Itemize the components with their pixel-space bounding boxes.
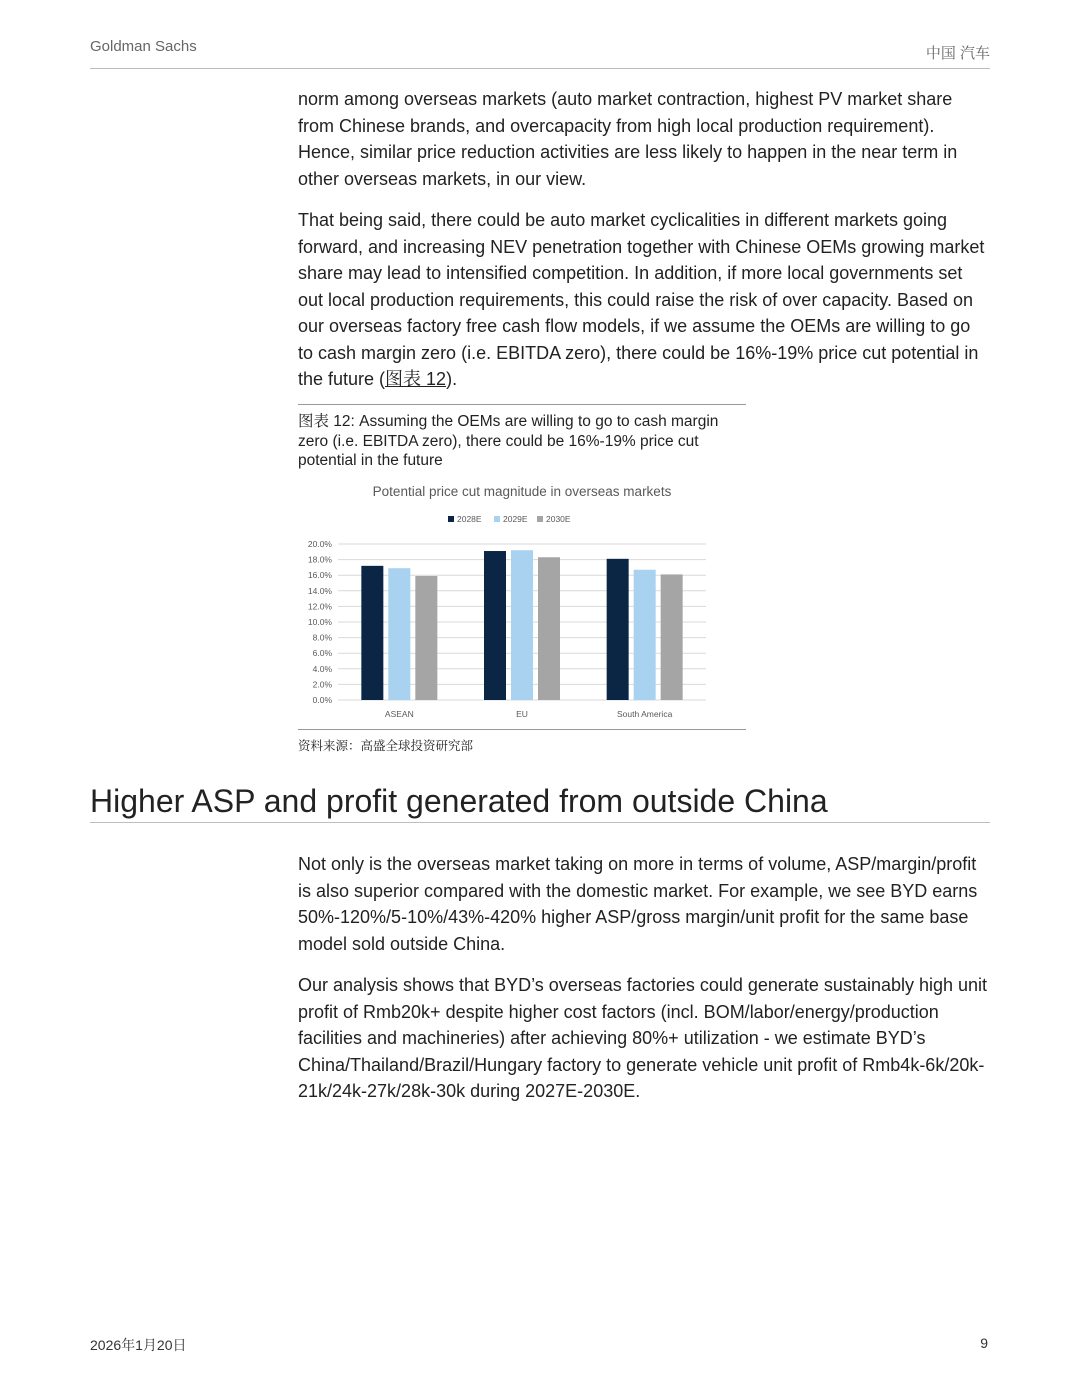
- chart-bars: [361, 550, 682, 700]
- paragraph: Not only is the overseas market taking on more in terms of volume, ASP/margin/profit is also superior compared with the domestic market. For example, we see BYD earns 50%-120%/5-10%/43%-420% higher ASP/gross margin/unit profit for the same base model sold outside China.: [298, 854, 978, 954]
- y-tick-label: 18.0%: [307, 554, 332, 565]
- legend-label-2030E: 2030E: [546, 513, 571, 524]
- header-section: 中国 汽车: [925, 45, 990, 62]
- y-tick-label: 2.0%: [312, 678, 332, 689]
- bottom-text-block: [298, 851, 988, 1120]
- legend-swatch-2029E: [494, 516, 500, 522]
- bar-south-america-2028E: [607, 558, 629, 699]
- figure-12: [298, 404, 746, 754]
- y-tick-label: 16.0%: [307, 569, 332, 580]
- y-axis-ticks: [308, 539, 333, 705]
- footer-date: 2026年1月20日: [90, 1337, 187, 1353]
- section-heading: Higher ASP and profit generated from outside China: [90, 780, 990, 823]
- y-tick-label: 6.0%: [312, 647, 332, 658]
- y-tick-label: 20.0%: [307, 538, 332, 549]
- paragraph-text: That being said, there could be auto market cyclicalities in different markets going forward, and increasing NEV penetration together with Chinese OEMs growing market share may lead to intensified competition. In addition, if more local governments set out local production requirements, this could raise the risk of over capacity. Based on our overseas factory free cash flow models, if we assume the OEMs are willing to go to cash margin zero (i.e. EBITDA zero), there could be 16%-19% price cut potential in the future (: [298, 210, 985, 389]
- x-axis-ticks: [385, 709, 673, 719]
- paragraph: [298, 207, 988, 393]
- bar-chart: [298, 479, 746, 724]
- bar-eu-2030E: [538, 557, 560, 700]
- y-tick-label: 14.0%: [307, 585, 332, 596]
- page-header: [90, 36, 990, 69]
- legend-label-2029E: 2029E: [503, 513, 528, 524]
- paragraph: Our analysis shows that BYD’s overseas factories could generate sustainably high unit profit of Rmb20k+ despite higher cost factors (incl. BOM/labor/energy/production facilities and machineries) after achieving 80%+ utilization - we estimate BYD’s China/Thailand/Brazil/Hungary factory to generate vehicle unit profit of Rmb4k-6k/20k-21k/24k-27k/28k-30k during 2027E-2030E.: [298, 975, 988, 1101]
- chart-container: [298, 479, 746, 729]
- chart-legend: [448, 514, 571, 524]
- bar-eu-2029E: [511, 550, 533, 700]
- x-tick-label: EU: [516, 708, 528, 719]
- figure-source: 资料来源：高盛全球投资研究部: [298, 738, 474, 753]
- legend-label-2028E: 2028E: [457, 513, 482, 524]
- y-tick-label: 12.0%: [307, 600, 332, 611]
- chart-title: Potential price cut magnitude in overseas markets: [372, 483, 672, 499]
- bar-asean-2030E: [415, 575, 437, 699]
- footer-page-number: 9: [980, 1335, 988, 1351]
- y-tick-label: 8.0%: [312, 632, 332, 643]
- y-tick-label: 10.0%: [307, 616, 332, 627]
- legend-swatch-2030E: [537, 516, 543, 522]
- paragraph-tail: ).: [446, 369, 458, 389]
- figure-reference-link[interactable]: 图表 12: [385, 369, 447, 389]
- x-tick-label: South America: [617, 708, 673, 719]
- y-tick-label: 0.0%: [312, 694, 332, 705]
- bar-asean-2028E: [361, 565, 383, 699]
- top-text-block: [298, 86, 988, 408]
- figure-caption: 图表 12: Assuming the OEMs are willing to go to cash margin zero (i.e. EBITDA zero), there could be 16%-19% price cut potential in the future: [298, 413, 719, 469]
- y-tick-label: 4.0%: [312, 663, 332, 674]
- x-tick-label: ASEAN: [384, 708, 414, 719]
- header-brand: Goldman Sachs: [90, 38, 197, 55]
- figure-bottom-rule: [298, 729, 746, 730]
- bar-eu-2028E: [484, 551, 506, 700]
- paragraph: norm among overseas markets (auto market contraction, highest PV market share from Chinese brands, and overcapacity from high local production requirement). Hence, similar price reduction activities are less likely to happen in the near term in other overseas markets, in our view.: [298, 89, 958, 189]
- bar-south-america-2029E: [634, 569, 656, 699]
- bar-south-america-2030E: [661, 574, 683, 700]
- legend-swatch-2028E: [448, 516, 454, 522]
- bar-asean-2029E: [388, 568, 410, 700]
